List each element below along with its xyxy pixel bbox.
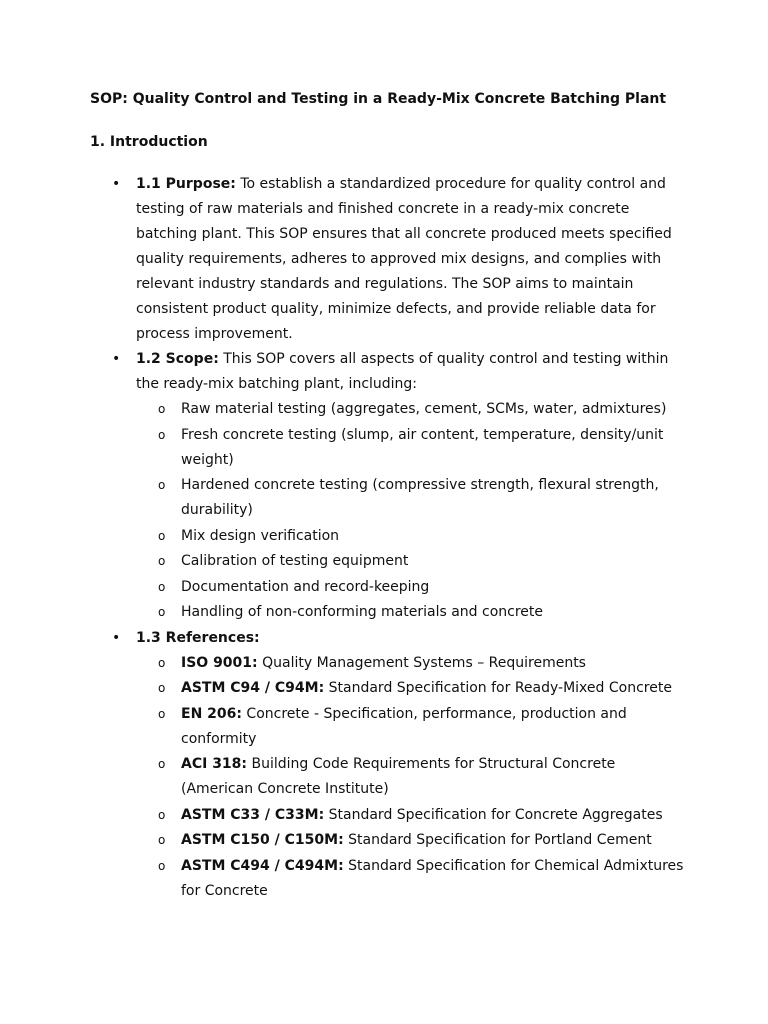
introduction-list <box>90 172 690 904</box>
scope-item <box>136 549 690 574</box>
list-item-references <box>90 626 690 904</box>
purpose-text: To establish a standardized procedure for quality control and testing of raw materials and finished concrete in a ready-mix concrete batching plant. This SOP ensures that all concrete produced meets specified quality requirements, adheres to approved mix designs, and complies with relevant industry standards and regulations. The SOP aims to maintain consistent product quality, minimize defects, and provide reliable data for process improvement. <box>136 176 672 342</box>
sub-bullet-icon: o <box>158 402 166 416</box>
bullet-icon: • <box>112 351 121 367</box>
sub-bullet-icon: o <box>158 655 166 670</box>
reference-text: Standard Specification for Portland Cement <box>343 832 652 848</box>
sub-bullet-icon: o <box>158 478 166 492</box>
references-sublist <box>136 651 690 904</box>
scope-item-text: Raw material testing (aggregates, cement, SCMs, water, admixtures) <box>181 401 667 417</box>
reference-text: Building Code Requirements for Structural Concrete (American Concrete Institute) <box>181 756 616 797</box>
document-title: SOP: Quality Control and Testing in a Ready-Mix Concrete Batching Plant <box>90 91 667 107</box>
scope-item-text: Calibration of testing equipment <box>181 553 409 569</box>
bullet-icon: • <box>112 176 121 192</box>
bullet-icon: • <box>112 629 121 646</box>
scope-item <box>136 423 690 473</box>
sub-bullet-icon: o <box>158 681 166 695</box>
sub-bullet-icon: o <box>158 833 166 847</box>
sub-bullet-icon: o <box>158 554 166 568</box>
section-heading-introduction: 1. Introduction <box>90 134 208 150</box>
scope-item-text: Hardened concrete testing (compressive strength, flexural strength, durability) <box>181 477 659 518</box>
sub-bullet-icon: o <box>158 807 166 822</box>
reference-text: Standard Specification for Concrete Aggregates <box>324 806 663 823</box>
reference-item <box>136 676 690 701</box>
reference-item <box>136 854 690 904</box>
scope-item-text: Documentation and record-keeping <box>181 578 430 595</box>
sub-bullet-icon: o <box>158 706 166 721</box>
reference-code: ASTM C94 / C94M: <box>181 680 325 696</box>
reference-item <box>136 651 690 676</box>
scope-item-text: Mix design verification <box>181 527 340 544</box>
list-item-scope <box>90 347 690 625</box>
reference-code: ASTM C150 / C150M: <box>181 832 344 848</box>
scope-sublist <box>136 397 690 625</box>
sub-bullet-icon: o <box>158 605 166 619</box>
reference-text: Standard Specification for Ready-Mixed Concrete <box>324 680 672 696</box>
scope-item-text: Handling of non-conforming materials and concrete <box>181 604 544 620</box>
reference-code: ISO 9001: <box>181 654 258 671</box>
sub-bullet-icon: o <box>158 427 166 442</box>
sub-bullet-icon: o <box>158 757 166 771</box>
scope-item <box>136 397 690 422</box>
reference-item <box>136 803 690 828</box>
scope-text: This SOP covers all aspects of quality control and testing within the ready-mix batching plant, including: <box>136 351 669 392</box>
reference-code: ASTM C494 / C494M: <box>181 857 344 874</box>
reference-code: ACI 318: <box>181 756 248 772</box>
reference-text: Quality Management Systems – Requirements <box>257 654 586 671</box>
scope-label: 1.2 Scope: <box>136 351 219 367</box>
reference-code: ASTM C33 / C33M: <box>181 806 325 823</box>
scope-item <box>136 524 690 549</box>
reference-item <box>136 752 690 802</box>
scope-item <box>136 473 690 523</box>
references-label: 1.3 References: <box>136 629 260 646</box>
reference-text: Concrete - Specification, performance, production and conformity <box>181 705 627 747</box>
purpose-label: 1.1 Purpose: <box>136 176 236 192</box>
reference-item <box>136 702 690 752</box>
scope-item <box>136 575 690 600</box>
scope-item <box>136 600 690 625</box>
reference-code: EN 206: <box>181 705 242 722</box>
scope-item-text: Fresh concrete testing (slump, air content, temperature, density/unit weight) <box>181 426 664 468</box>
reference-text: Standard Specification for Chemical Admixtures for Concrete <box>181 857 684 899</box>
sub-bullet-icon: o <box>158 528 166 543</box>
sub-bullet-icon: o <box>158 579 166 594</box>
reference-item <box>136 828 690 853</box>
document-page <box>90 87 690 904</box>
sub-bullet-icon: o <box>158 858 166 873</box>
list-item-purpose <box>90 172 690 347</box>
